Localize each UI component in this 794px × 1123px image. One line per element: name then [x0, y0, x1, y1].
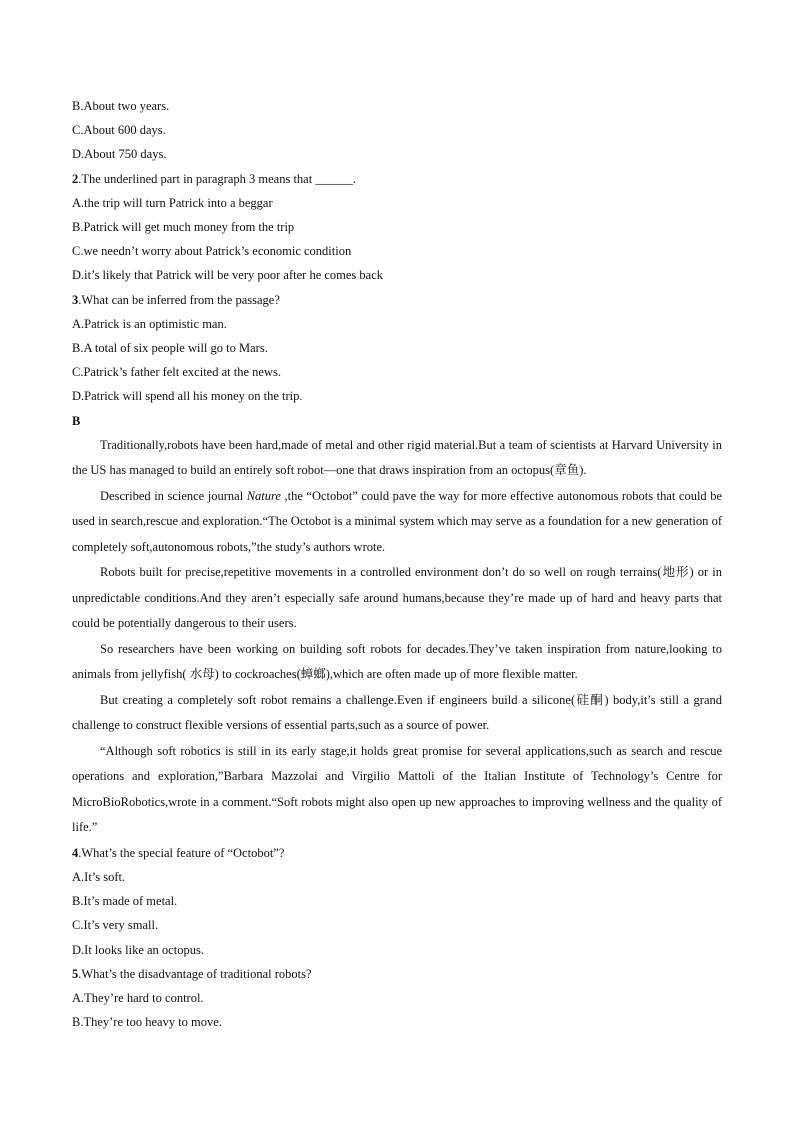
q4-option-b: B.It’s made of metal. — [72, 894, 178, 909]
q1-option-d: D.About 750 days. — [72, 147, 167, 162]
q1-option-c: C.About 600 days. — [72, 123, 166, 138]
q2-stem — [72, 167, 722, 191]
q3-option-a: A.Patrick is an optimistic man. — [72, 316, 227, 331]
q4-option-d: D.It looks like an octopus. — [72, 942, 204, 957]
q5-stem-text: .What’s the disadvantage of traditional robots? — [78, 966, 312, 981]
q2-option-b: B.Patrick will get much money from the trip — [72, 220, 295, 235]
q2-stem-text: .The underlined part in paragraph 3 means that ______. — [78, 171, 356, 186]
q5-option-b: B.They’re too heavy to move. — [72, 1015, 222, 1030]
q2-number: 2 — [72, 171, 79, 186]
passage-paragraph-3: Robots built for precise,repetitive movements in a controlled environment don’t do so well on rough terrains(地形) or in unpredictable conditions.And they aren’t especially safe around humans,because they’re made up of hard and heavy parts that could be potentially dangerous to their users. — [72, 565, 722, 631]
q4-stem-text: .What’s the special feature of “Octobot”? — [78, 845, 285, 860]
passage-paragraph-6: “Although soft robotics is still in its early stage,it holds great promise for several applications,such as search and rescue operations and exploration,”Barbara Mazzolai and Virgilio Mattoli of the Italian Institute of Technology’s Centre for MicroBioRobotics,wrote in a comment.“Soft robots might also open up new approaches to improving wellness and the quality of life.” — [72, 743, 722, 835]
section-b-heading: B — [72, 413, 81, 428]
q2-option-c: C.we needn’t worry about Patrick’s economic condition — [72, 244, 352, 259]
p2-text-pre: Described in science journal — [100, 488, 247, 503]
q2-option-a: A.the trip will turn Patrick into a beggar — [72, 195, 273, 210]
passage-paragraph-2 — [72, 484, 722, 561]
document-page — [72, 94, 722, 1034]
q5-option-a: A.They’re hard to control. — [72, 991, 204, 1006]
q3-option-c: C.Patrick’s father felt excited at the news. — [72, 365, 281, 380]
q3-stem-text: .What can be inferred from the passage? — [78, 292, 280, 307]
q5-stem — [72, 962, 722, 986]
q4-stem — [72, 841, 722, 865]
q3-stem — [72, 288, 722, 312]
q4-option-a: A.It’s soft. — [72, 870, 126, 885]
q3-number: 3 — [72, 292, 79, 307]
q3-option-b: B.A total of six people will go to Mars. — [72, 341, 268, 356]
q2-option-d: D.it’s likely that Patrick will be very poor after he comes back — [72, 268, 384, 283]
passage-paragraph-5: But creating a completely soft robot remains a challenge.Even if engineers build a silicone(硅酮) body,it’s still a grand challenge to construct flexible versions of essential parts,such as a source of power. — [72, 692, 722, 733]
q3-option-d: D.Patrick will spend all his money on the trip. — [72, 389, 303, 404]
journal-name: Nature — [246, 488, 281, 503]
q1-option-b: B.About two years. — [72, 99, 170, 113]
q4-number: 4 — [72, 845, 79, 860]
passage-paragraph-1: Traditionally,robots have been hard,made of metal and other rigid material.But a team of scientists at Harvard University in the US has managed to build an entirely soft robot—one that draws inspiration from an octopus(章鱼). — [72, 437, 722, 478]
q4-option-c: C.It’s very small. — [72, 918, 159, 933]
p2-text-post: ,the “Octobot” could pave the way for more effective autonomous robots that could be used in search,rescue and exploration.“The Octobot is a minimal system which may serve as a foundation for a new generation of completely soft,autonomous robots,”the study’s authors wrote. — [72, 488, 722, 554]
passage-paragraph-4: So researchers have been working on building soft robots for decades.They’ve taken inspiration from nature,looking to animals from jellyfish( 水母) to cockroaches(蟑螂),which are often made up of more flexible matter. — [72, 641, 722, 682]
q5-number: 5 — [72, 966, 79, 981]
